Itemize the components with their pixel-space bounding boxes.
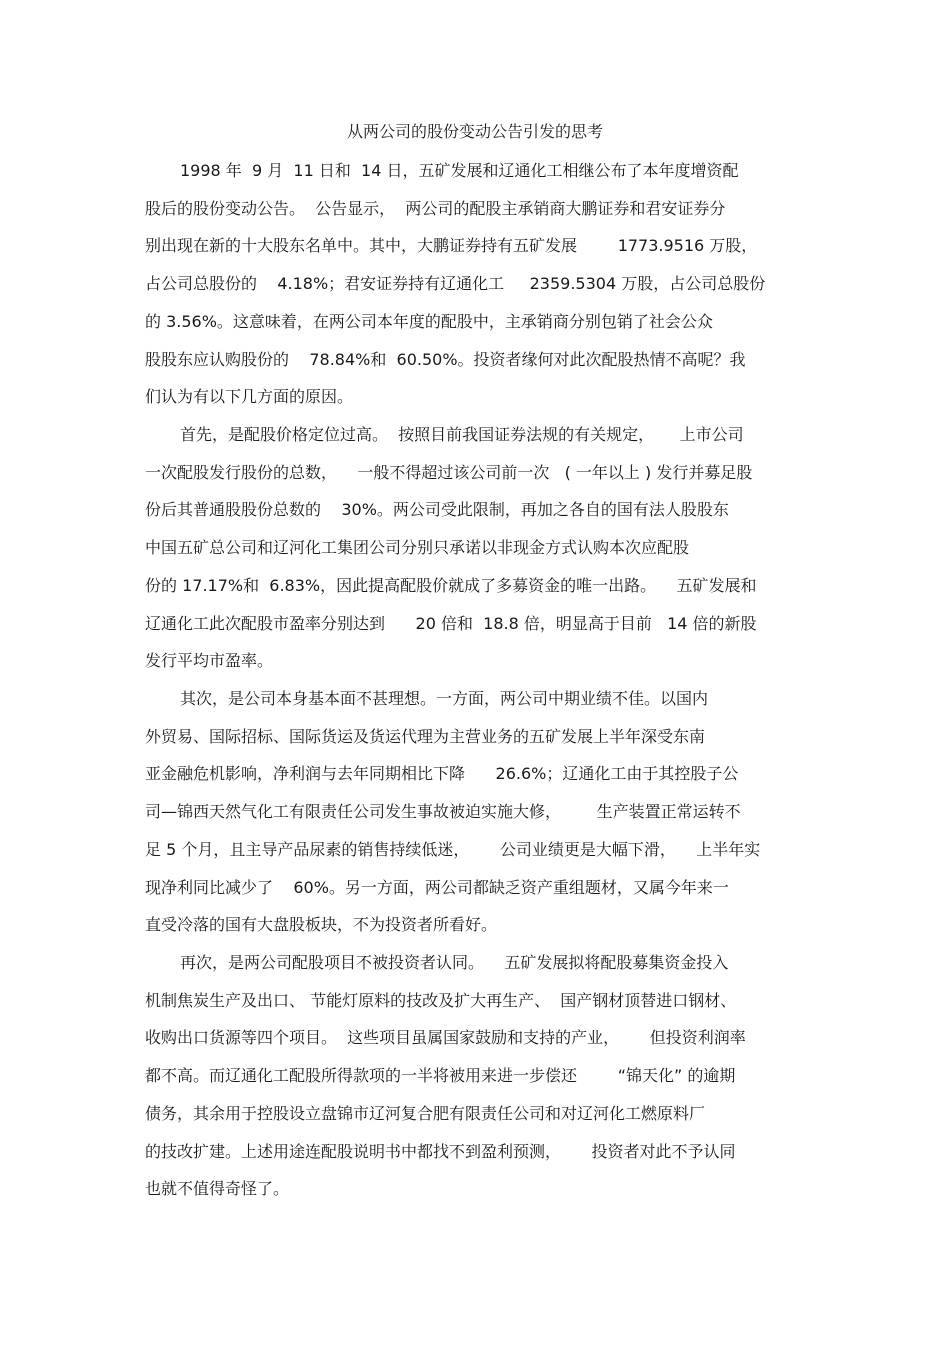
paragraph-1-line-4: 占公司总股份的 4.18%；君安证券持有辽通化工 2359.5304 万股，占公司总股份 [145,274,766,293]
paragraph-4-line-4: 都不高。而辽通化工配股所得款项的一半将被用来进一步偿还 “锦天化” 的逾期 [145,1066,736,1085]
paragraph-2-line-6: 辽通化工此次配股市盈率分别达到 20 倍和 18.8 倍，明显高于目前 14 倍的新股 [145,614,757,633]
paragraph-3-line-2: 外贸易、国际招标、国际货运及货运代理为主营业务的五矿发展上半年深受东南 [145,727,706,746]
paragraph-1-line-1: 1998 年 9 月 11 日和 14 日，五矿发展和辽通化工相继公布了本年度增资配 [180,161,739,180]
paragraph-2-line-1: 首先，是配股价格定位过高。 按照目前我国证券法规的有关规定， 上市公司 [180,425,744,444]
paragraph-3-line-7: 直受冷落的国有大盘股板块，不为投资者所看好。 [145,915,498,934]
paragraph-1-line-7: 们认为有以下几方面的原因。 [145,387,354,406]
paragraph-3-line-1: 其次，是公司本身基本面不甚理想。一方面，两公司中期业绩不佳。以国内 [180,689,709,708]
paragraph-4-line-7: 也就不值得奇怪了。 [145,1179,290,1198]
paragraph-1-line-2: 股后的股份变动公告。 公告显示， 两公司的配股主承销商大鹏证券和君安证券分 [145,199,726,218]
paragraph-1-line-5: 的 3.56%。这意味着，在两公司本年度的配股中，主承销商分别包销了社会公众 [145,312,713,331]
paragraph-1-line-3: 别出现在新的十大股东名单中。其中，大鹏证券持有五矿发展 1773.9516 万股， [145,236,758,255]
paragraph-3-line-4: 司—锦西天然气化工有限责任公司发生事故被迫实施大修， 生产装置正常运转不 [145,802,741,821]
paragraph-1-line-6: 股股东应认购股份的 78.84%和 60.50%。投资者缘何对此次配股热情不高呢？我 [145,350,746,369]
paragraph-4-line-5: 债务，其余用于控股设立盘锦市辽河复合肥有限责任公司和对辽河化工燃原料厂 [145,1104,706,1123]
paragraph-2-line-2: 一次配股发行股份的总数， 一般不得超过该公司前一次 ( 一年以上 ) 发行并募足股 [145,463,753,482]
paragraph-2-line-3: 份后其普通股股份总数的 30%。两公司受此限制，再加之各自的国有法人股股东 [145,500,729,519]
paragraph-4-line-1: 再次，是两公司配股项目不被投资者认同。 五矿发展拟将配股募集资金投入 [180,953,729,972]
paragraph-4-line-3: 收购出口货源等四个项目。 这些项目虽属国家鼓励和支持的产业， 但投资利润率 [145,1028,746,1047]
paragraph-3-line-6: 现净利同比减少了 60%。另一方面，两公司都缺乏资产重组题材，又属今年来一 [145,878,729,897]
paragraph-2-line-5: 份的 17.17%和 6.83%，因此提高配股价就成了多募资金的唯一出路。 五矿发展和 [145,576,757,595]
document-title: 从两公司的股份变动公告引发的思考 [346,122,603,141]
paragraph-4-line-2: 机制焦炭生产及出口、 节能灯原料的技改及扩大再生产、 国产钢材顶替进口钢材、 [145,991,737,1010]
paragraph-4-line-6: 的技改扩建。上述用途连配股说明书中都找不到盈利预测， 投资者对此不予认同 [145,1142,736,1161]
paragraph-2-line-7: 发行平均市盈率。 [145,651,274,670]
paragraph-2-line-4: 中国五矿总公司和辽河化工集团公司分别只承诺以非现金方式认购本次应配股 [145,538,690,557]
paragraph-3-line-5: 足 5 个月，且主导产品尿素的销售持续低迷， 公司业绩更是大幅下滑， 上半年实 [145,840,761,859]
paragraph-3-line-3: 亚金融危机影响，净利润与去年同期相比下降 26.6%；辽通化工由于其控股子公 [145,764,739,783]
